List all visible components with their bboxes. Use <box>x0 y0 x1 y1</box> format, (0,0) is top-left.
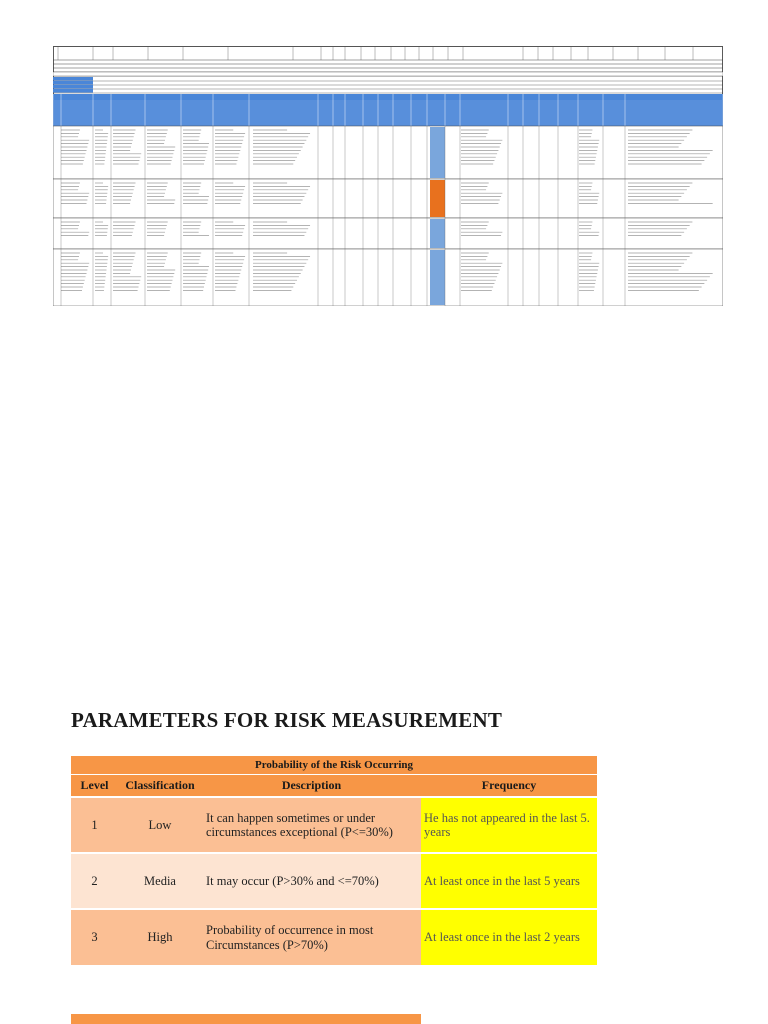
table-row <box>71 909 597 965</box>
body-row <box>53 126 723 179</box>
risk-level-cell <box>430 219 445 248</box>
next-table-header-bar <box>71 1014 421 1024</box>
cell-level: 1 <box>71 797 118 853</box>
table-caption: Probability of the Risk Occurring <box>71 756 597 775</box>
cell-frequency: At least once in the last 5 years <box>421 853 597 909</box>
cell-description: Probability of occurrence in most Circumstances (P>70%) <box>202 909 421 965</box>
risk-matrix-thumbnail <box>53 46 723 306</box>
title-strip <box>53 72 723 76</box>
risk-level-cell <box>430 127 445 178</box>
cell-classification: Media <box>118 853 202 909</box>
header-level: Level <box>71 775 118 798</box>
table-row <box>71 797 597 853</box>
cell-classification: High <box>118 909 202 965</box>
header-frequency: Frequency <box>421 775 597 798</box>
info-label-cell <box>53 81 93 85</box>
cell-frequency: He has not appeared in the last 5. years <box>421 797 597 853</box>
probability-table <box>71 756 597 965</box>
info-label-cell <box>53 89 93 93</box>
cell-description: It may occur (P>30% and <=70%) <box>202 853 421 909</box>
info-label-cell <box>53 85 93 89</box>
info-label-cell <box>53 77 93 81</box>
table-header-row <box>71 775 597 798</box>
header-description: Description <box>202 775 421 798</box>
cell-frequency: At least once in the last 2 years <box>421 909 597 965</box>
header-band-top <box>53 94 723 100</box>
cell-level: 3 <box>71 909 118 965</box>
header-band <box>53 100 723 126</box>
body-row <box>53 179 723 218</box>
risk-matrix-sheet <box>53 46 723 306</box>
cell-classification: Low <box>118 797 202 853</box>
cell-level: 2 <box>71 853 118 909</box>
body-row <box>53 218 723 249</box>
table-caption-row <box>71 756 597 775</box>
body-row <box>53 249 723 306</box>
table-row <box>71 853 597 909</box>
page-title: PARAMETERS FOR RISK MEASUREMENT <box>71 708 503 732</box>
header-classification: Classification <box>118 775 202 798</box>
risk-level-cell <box>430 180 445 217</box>
cell-description: It can happen sometimes or under circumstances exceptional (P<=30%) <box>202 797 421 853</box>
risk-level-cell <box>430 250 445 305</box>
